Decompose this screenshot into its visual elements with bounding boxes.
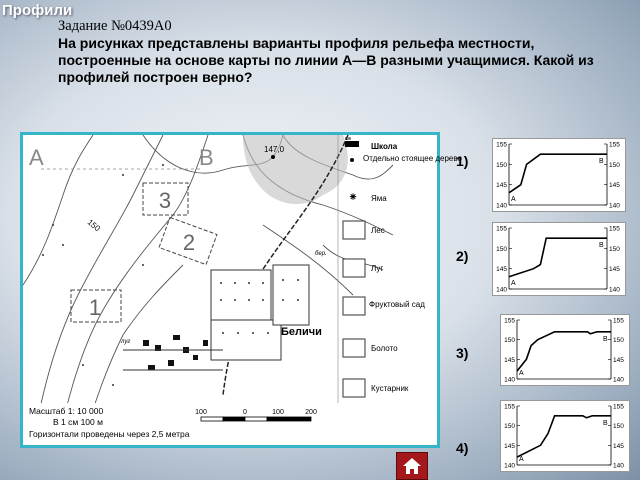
tick-label-left: 140 [504, 376, 515, 384]
scale-tick: 0 [243, 409, 247, 416]
scale-tick: 100 [272, 409, 284, 416]
tick-label-left: 155 [496, 225, 507, 233]
point-b-label: B [199, 145, 214, 170]
scale-tick: 100 [195, 409, 207, 416]
tick-label-left: 155 [504, 317, 515, 325]
forest-text: бер. [315, 251, 327, 257]
tick-label-left: 140 [496, 202, 507, 210]
profile-line [517, 332, 611, 371]
orchard-icon [343, 297, 365, 315]
profile-end-label: B [599, 242, 604, 250]
scale-tick: 200 [305, 409, 317, 416]
shrub-icon [343, 379, 365, 397]
forest-zone [243, 135, 348, 204]
profile-option-2[interactable] [492, 222, 626, 296]
tick-label-right: 150 [613, 337, 624, 345]
tick-label-left: 155 [504, 403, 515, 411]
scale-bar [201, 417, 311, 421]
profile-option-4[interactable] [500, 400, 630, 472]
tick-label-right: 140 [613, 376, 624, 384]
profile-line [509, 238, 607, 277]
forest-icon [343, 221, 365, 239]
task-question: На рисунках представлены варианты профиля рельефа местности, построенные на основе карты по линии А—В разными учащимися. Какой из профилей построен верно? [58, 35, 594, 85]
tick-label-right: 140 [613, 462, 624, 470]
legend-label-meadow: Луг [371, 264, 384, 273]
tick-label-left: 145 [504, 356, 515, 364]
tree-icon [350, 158, 354, 162]
profile-start-label: A [511, 280, 516, 287]
profile-option-3[interactable] [500, 314, 630, 386]
zone-2-label: 2 [182, 230, 196, 255]
profile-axes [517, 320, 611, 379]
tick-label-right: 155 [613, 403, 624, 411]
tick-label-left: 140 [504, 462, 515, 470]
task-number: Задание №0439А0 [58, 18, 172, 34]
profile-line [517, 416, 611, 457]
pit-icon: ⁕ [348, 190, 359, 204]
topographic-map [20, 132, 462, 448]
profile-end-label: B [603, 335, 608, 343]
legend-label-swamp: Болото [371, 344, 398, 353]
tick-label-left: 150 [496, 161, 507, 169]
legend-label-shrub: Кустарник [371, 384, 409, 393]
scale-text-2: В 1 см 100 м [53, 417, 103, 427]
home-icon [402, 457, 422, 475]
scale-text: Масштаб 1: 10 000 [29, 406, 104, 416]
tick-label-right: 145 [613, 356, 624, 364]
tick-label-right: 150 [613, 423, 624, 431]
tick-label-left: 155 [496, 141, 507, 149]
meadow-icon [343, 259, 365, 277]
height-mark: 147,0 [264, 145, 285, 154]
tick-label-left: 145 [496, 266, 507, 274]
slide-title: Профили [2, 2, 73, 19]
tick-label-left: 140 [496, 286, 507, 294]
legend-label-pit: Яма [371, 194, 387, 203]
contour-label: 150 [85, 217, 102, 234]
tick-label-right: 140 [609, 286, 620, 294]
tick-label-right: 150 [609, 161, 620, 169]
swamp-icon [343, 339, 365, 357]
home-button[interactable] [396, 452, 428, 480]
map-drawing [23, 135, 462, 445]
tick-label-left: 150 [504, 337, 515, 345]
tick-label-right: 150 [609, 245, 620, 253]
height-point [271, 155, 275, 159]
tick-label-left: 145 [504, 442, 515, 450]
orchard-blocks [211, 265, 309, 360]
option-1-label[interactable]: 1) [456, 153, 469, 169]
meadow-label: луг [121, 339, 131, 345]
tick-label-right: 155 [609, 225, 620, 233]
tick-label-right: 155 [609, 141, 620, 149]
legend-label-orchard: Фруктовый сад [369, 300, 425, 309]
point-a-label: A [29, 145, 44, 170]
tick-label-right: 140 [609, 202, 620, 210]
legend-label-forest: Лес [371, 226, 385, 235]
profile-start-label: A [511, 196, 516, 203]
settlement-name: Беличи [281, 326, 322, 338]
legend-labels [363, 142, 463, 393]
profile-axes [509, 228, 607, 289]
option-3-label[interactable]: 3) [456, 345, 469, 361]
option-4-label[interactable]: 4) [456, 440, 469, 456]
tick-label-left: 150 [504, 423, 515, 431]
zone-1-label: 1 [88, 295, 102, 320]
profile-start-label: A [519, 456, 524, 463]
legend-school-tag: шк [345, 136, 352, 142]
tick-label-right: 145 [609, 266, 620, 274]
legend-label-tree: Отдельно стоящее дерево [363, 154, 462, 163]
tick-label-right: 145 [609, 182, 620, 190]
tick-label-left: 150 [496, 245, 507, 253]
profile-end-label: B [603, 419, 608, 427]
village-houses [143, 335, 208, 370]
tick-label-right: 155 [613, 317, 624, 325]
profile-start-label: A [519, 370, 524, 377]
map-trees [42, 164, 164, 386]
tick-label-left: 145 [496, 182, 507, 190]
profile-option-1[interactable] [492, 138, 626, 212]
task-block [58, 18, 618, 86]
legend-label-school: Школа [371, 142, 398, 151]
option-2-label[interactable]: 2) [456, 248, 469, 264]
zone-3-label: 3 [158, 188, 172, 213]
profile-line [509, 154, 607, 193]
contour-note: Горизонтали проведены через 2,5 метра [29, 429, 190, 439]
profile-axes [517, 406, 611, 465]
tick-label-right: 145 [613, 442, 624, 450]
profile-end-label: B [599, 158, 604, 166]
